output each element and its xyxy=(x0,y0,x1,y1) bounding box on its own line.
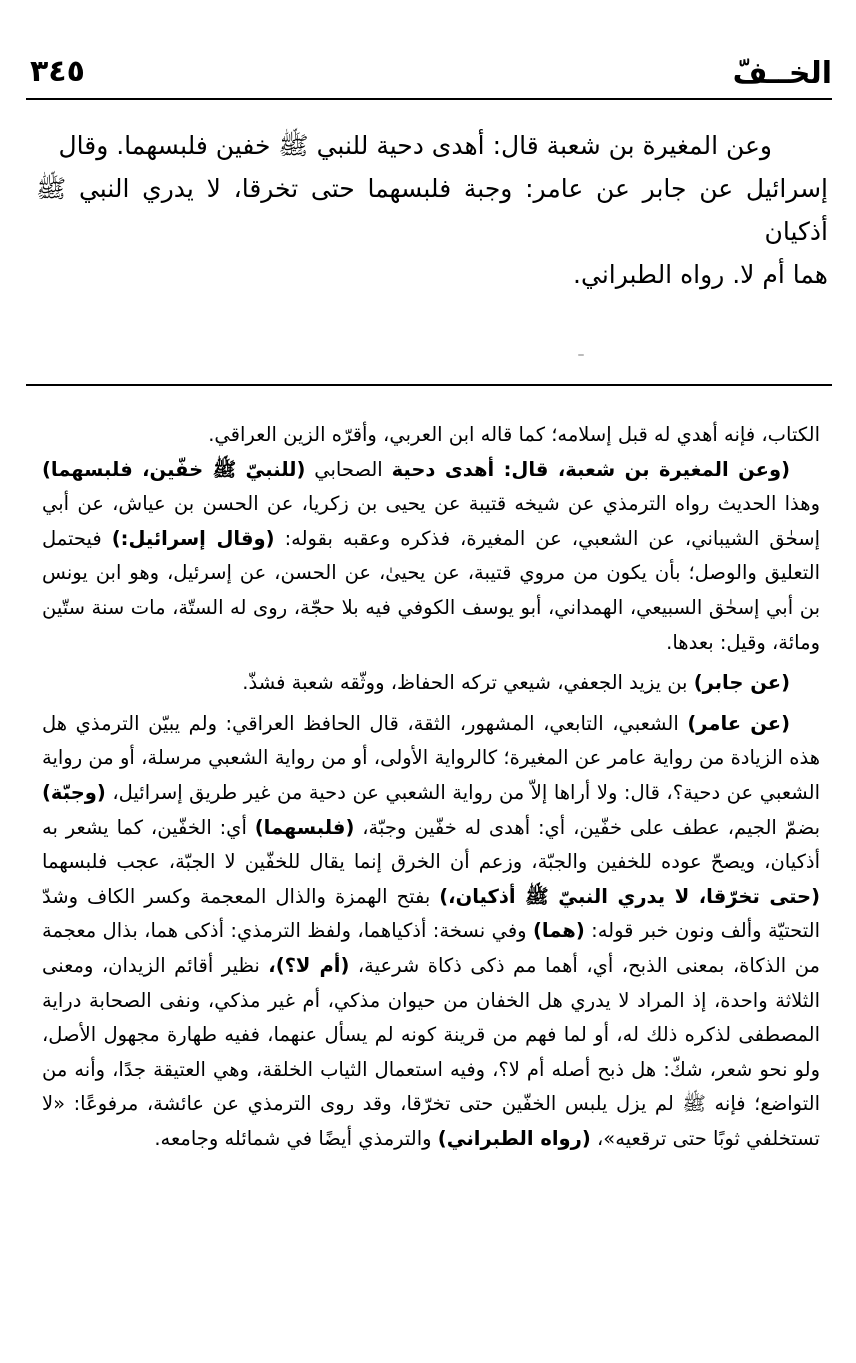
matn-quote: (أم لا؟)، xyxy=(268,953,350,977)
matn-quote: (فلبسهما) xyxy=(254,815,355,839)
matn-quote: (وجبّة) xyxy=(42,780,106,804)
commentary-paragraph xyxy=(42,453,820,661)
matn-quote: (وعن المغيرة بن شعبة، قال: أهدى دحية xyxy=(391,457,790,481)
commentary-paragraph xyxy=(42,418,820,453)
commentary-text-span: وهذا الحديث رواه الترمذي عن شيخه قتيبة عن يحيى بن زكريا، عن الحسن بن عياش، عن أبي إسحٰق الشيباني، عن الشعبي، عن المغيرة، فذكره وعقبه بقوله: xyxy=(42,492,821,550)
print-speck xyxy=(578,354,584,356)
commentary-text-span: والترمذي أيضًا في شمائله وجامعه. xyxy=(154,1126,432,1150)
commentary-text-span: فيحتمل التعليق والوصل؛ بأن يكون من مروي قتيبة، عن يحيىٰ، عن الحسن، عن إسرئيل، وهو ابن يونس بن أبي إسحٰق السبيعي، الهمداني، أبو يوسف الكوفي فيه بلا حجّة، روى له الستّة، مات سنة ستّين ومائة، وقيل: بعدها. xyxy=(42,526,820,654)
commentary-text-span: الشعبي، التابعي، المشهور، الثقة، قال الحافظ العراقي: ولم يبيّن الترمذي هل هذه الزيادة من رواية عامر عن المغيرة؛ كالرواية الأولى، أو من رواية الشعبي مرسلة، أو من رواية الشعبي عن دحية؟، قال: ولا أراها إلاّ من رواية الشعبي عن دحية من غير طريق إسرائيل، xyxy=(42,711,820,804)
hadith-line: إسرائيل عن جابر عن عامر: وجبة فلبسهما حتى تخرقا، لا يدري النبي ﷺ أذكيان xyxy=(36,174,828,246)
commentary-text-span: بن يزيد الجعفي، شيعي تركه الحفاظ، ووثّقه شعبة فشذّ. xyxy=(242,671,688,695)
commentary-text-span: وفي نسخة: أذكياهما، ولفظ الترمذي: أذكى هما، بذال معجمة من الذكاة، بمعنى الذبح، أي، أهما مم ذكى ذكاة شرعية، xyxy=(42,919,820,977)
matn-quote: (عن جابر) xyxy=(693,671,790,695)
commentary-text-span: نظير أقائم الزيدان، ومعنى الثلاثة واحدة، إذ المراد لا يدري هل الخفان من حيوان مذكي، أم غير مذكي، ونفى الصحابة دراية المصطفى لذكره ذلك له، أو لما فهم من قرينة كونه لم يسأل عنهما، ففيه طهارة مجهول الأصل، ولو نحو شعر، شكّ: هل ذبح أصله أم لا؟، وفيه استعمال الثياب الخلقة، وهي العتيقة جدًا، وأنه من التواضع؛ فإنه ﷺ لم يزل يلبس الخفّين حتى تخرّقا، وقد روى الترمذي عن عائشة، مرفوعًا: «لا تستخلفي ثوبًا حتى ترقعيه»، xyxy=(42,953,820,1150)
hadith-text xyxy=(36,124,828,296)
matn-quote: (عن عامر) xyxy=(687,711,791,735)
hadith-line: وعن المغيرة بن شعبة قال: أهدى دحية للنبي ﷺ خفين فلبسهما. وقال xyxy=(58,131,772,160)
commentary-paragraph xyxy=(42,707,820,1157)
matn-quote: (رواه الطبراني) xyxy=(437,1126,591,1150)
matn-quote: (وقال إسرائيل:) xyxy=(111,526,275,550)
running-header xyxy=(26,48,832,100)
commentary-paragraph xyxy=(42,666,820,701)
commentary-text-span: بفتح الهمزة والذال المعجمة وكسر الكاف وشدّ التحتيّة وألف ونون خبر قوله: xyxy=(42,884,820,943)
running-title: الخــفّ xyxy=(732,56,832,91)
page-number: ٣٤٥ xyxy=(30,54,85,89)
commentary-text-span: الصحابي xyxy=(314,457,383,481)
footnote-divider xyxy=(26,384,832,386)
commentary-text-span: أي: الخفّين، كما يشعر به أذكيان، ويصحّ عوده للخفين والجبّة، وزعم أن الخرق إنما يقال للخفّين لا الجبّة، عجب فلبسهما xyxy=(42,815,820,874)
hadith-line: هما أم لا. رواه الطبراني. xyxy=(573,260,828,289)
matn-quote: (هما) xyxy=(533,919,585,943)
commentary-text-span: الكتاب، فإنه أهدي له قبل إسلامه؛ كما قاله ابن العربي، وأقرّه الزين العراقي. xyxy=(208,423,820,446)
matn-quote: (حتى تخرّقا، لا يدري النبيّ ﷺ أذكيان،) xyxy=(439,884,820,908)
matn-quote: (للنبيّ ﷺ خفّين، فلبسهما) xyxy=(42,457,306,481)
commentary-text xyxy=(42,418,820,1156)
commentary-text-span: بضمّ الجيم، عطف على خفّين، أي: أهدى له خفّين وجبّة، xyxy=(362,815,821,839)
